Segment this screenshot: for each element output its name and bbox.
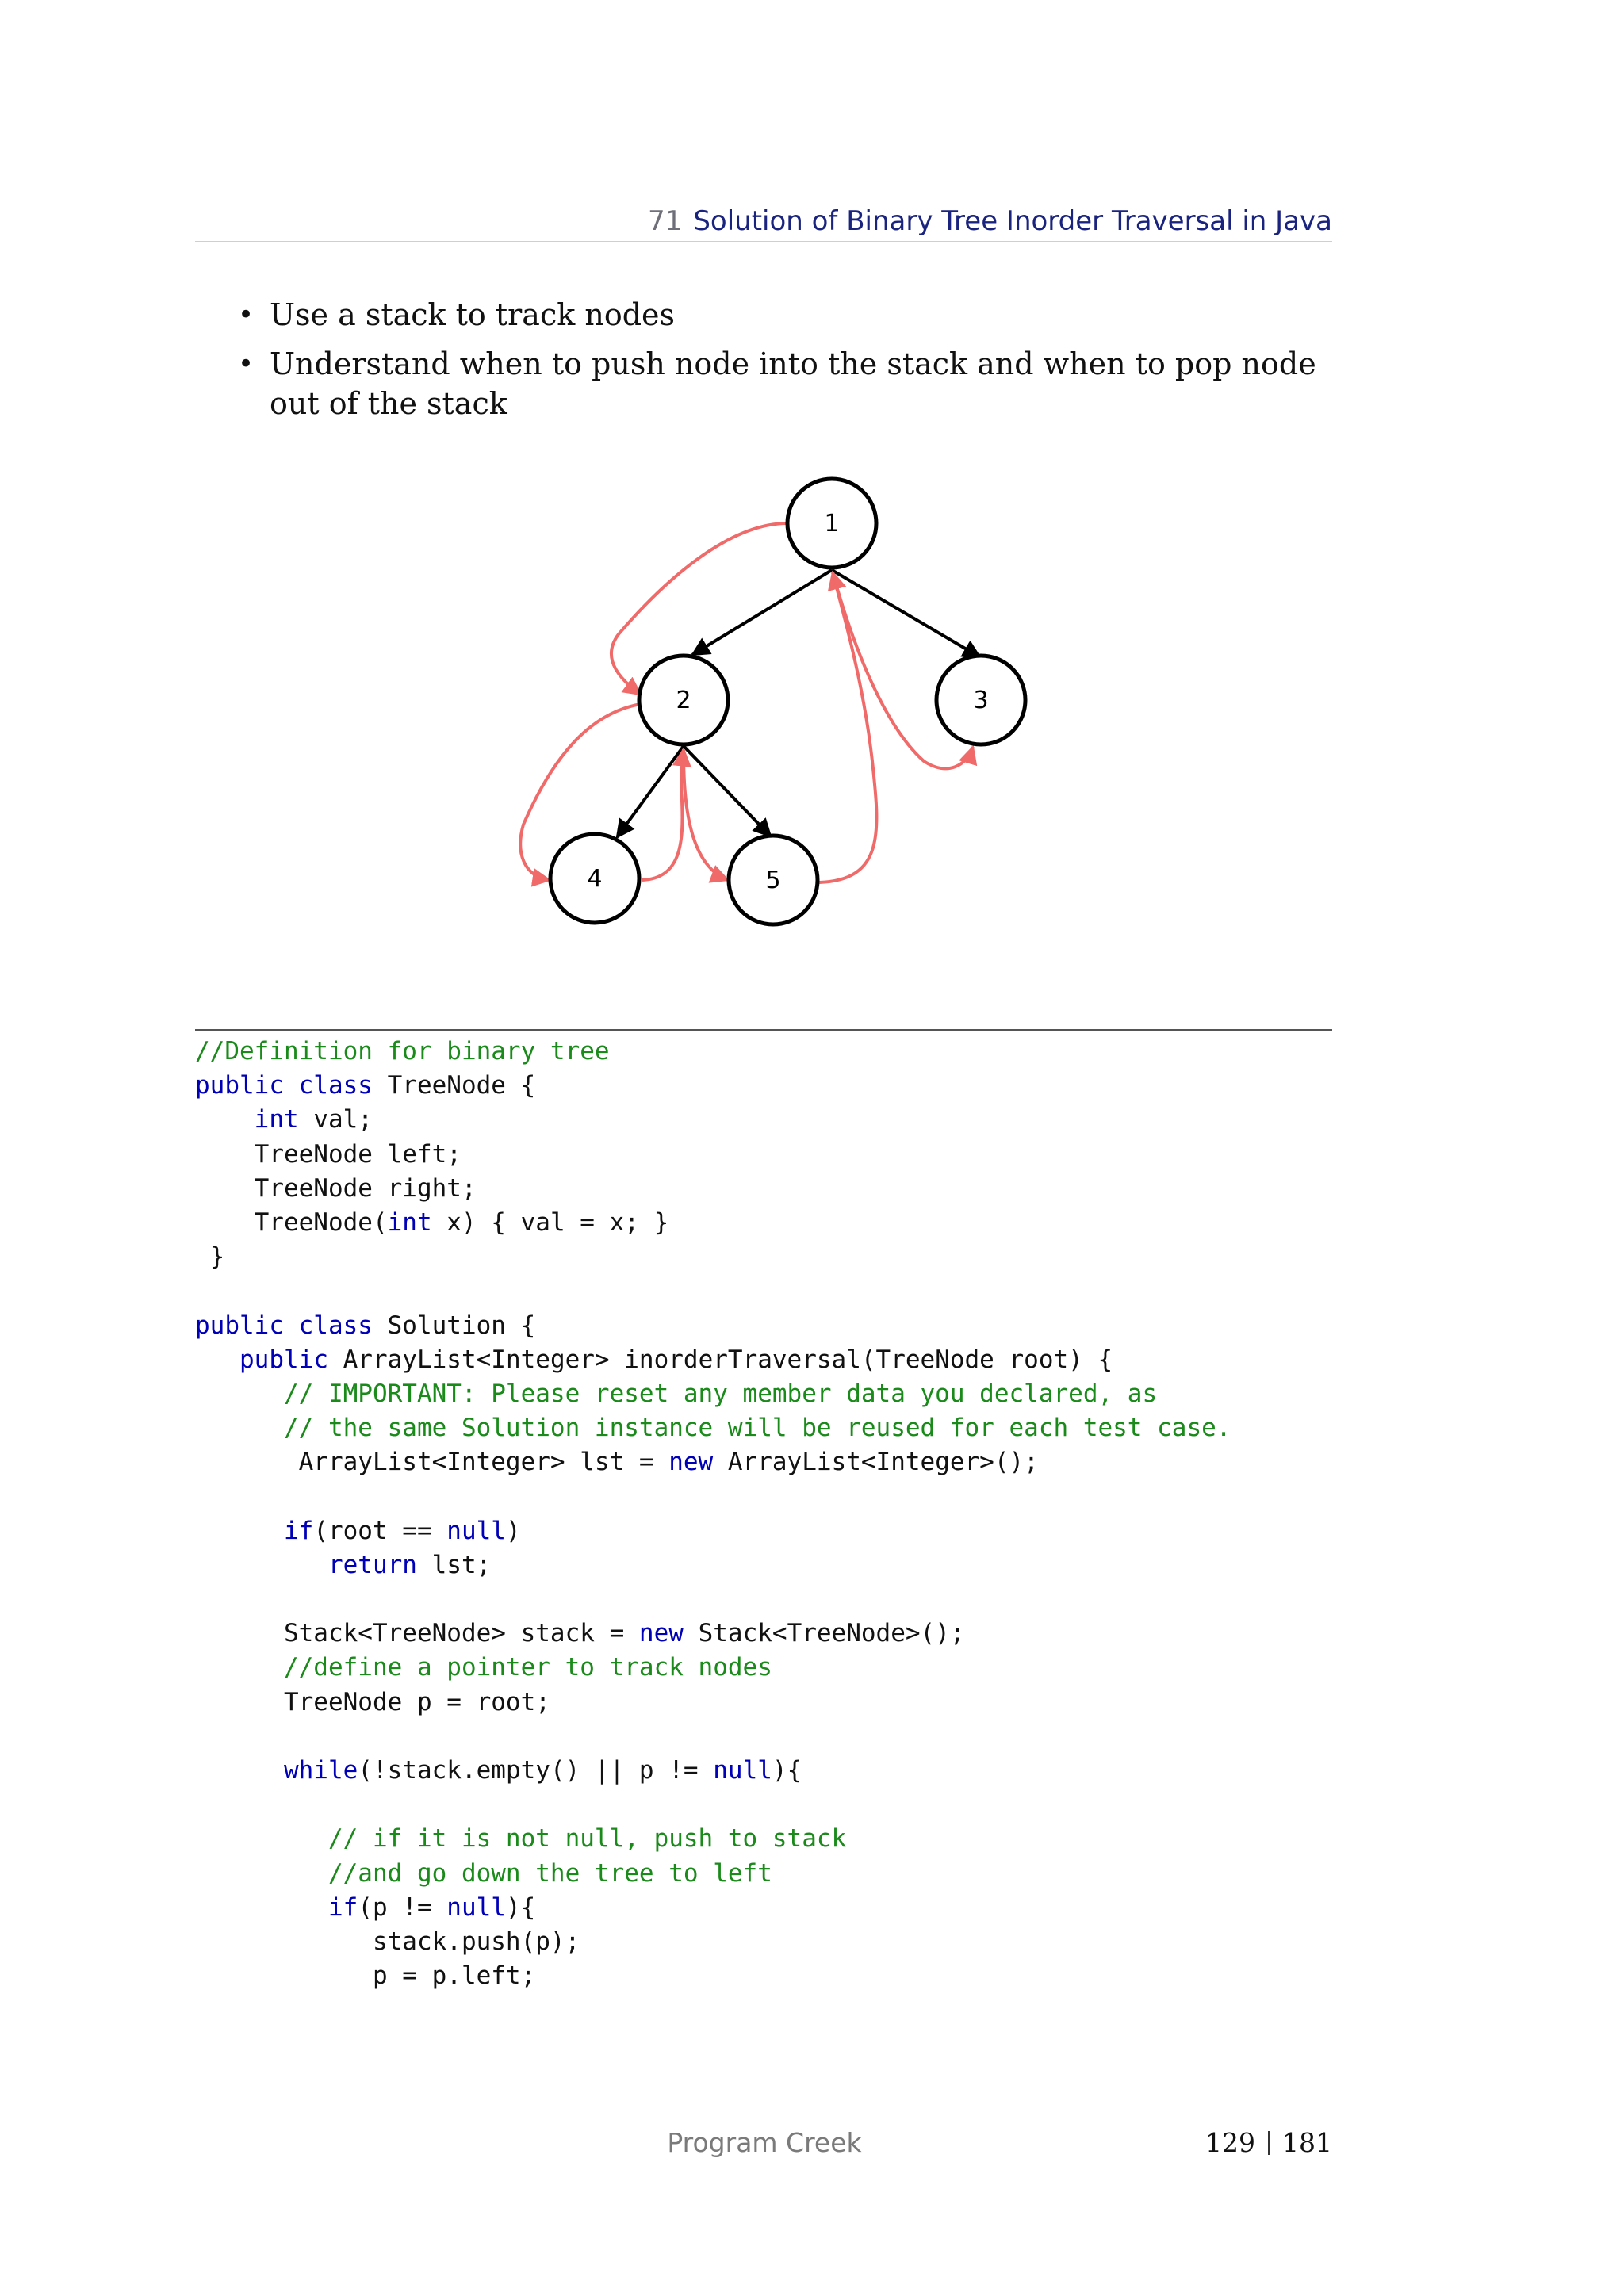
chapter-title-link[interactable]: Solution of Binary Tree Inorder Traversal in Java (693, 205, 1332, 237)
code-line (195, 1925, 1332, 1959)
code-comment: //and go down the tree to left (195, 1858, 772, 1888)
code-line (195, 1514, 1332, 1548)
code-keyword: int (254, 1105, 299, 1135)
code-text: (root == (313, 1516, 447, 1545)
code-keyword: null (713, 1755, 772, 1785)
bullet-icon: • (238, 348, 255, 380)
tree-edge-2-4 (617, 746, 684, 837)
code-text: val; (298, 1105, 373, 1135)
tree-node-3 (936, 656, 1025, 744)
code-text: lst; (416, 1550, 492, 1579)
bullet-icon: • (238, 299, 255, 331)
node-label: 5 (765, 867, 781, 894)
code-line (195, 1479, 1332, 1513)
tree-node-5 (729, 836, 818, 924)
code-text: (!stack.empty() || p != (358, 1755, 714, 1785)
code-keyword: null (446, 1892, 506, 1922)
code-line (195, 1035, 1332, 1069)
code-keyword: new (668, 1448, 714, 1477)
code-comment: //Definition for binary tree (195, 1037, 610, 1066)
node-label: 2 (676, 687, 691, 714)
bullet-item (238, 295, 1332, 335)
bullet-text: Use a stack to track nodes (270, 297, 676, 332)
code-text (195, 1517, 284, 1545)
code-text: TreeNode( (195, 1207, 388, 1237)
code-text: p = p.left; (195, 1961, 536, 1991)
node-label: 1 (824, 510, 840, 538)
tree-edge-1-2 (692, 570, 832, 655)
code-text: TreeNode p = root; (195, 1687, 550, 1716)
code-text: x) { val = x; } (431, 1207, 669, 1237)
code-line (195, 1377, 1332, 1411)
tree-node-2 (639, 656, 728, 744)
page-number (1205, 2125, 1332, 2161)
code-keyword: new (638, 1619, 684, 1648)
code-line (195, 1240, 1332, 1274)
code-text: ) (505, 1516, 521, 1545)
code-keyword: int (387, 1207, 432, 1237)
code-text: Stack<TreeNode> stack = (195, 1619, 639, 1648)
code-line (195, 1274, 1332, 1308)
page-separator (1268, 2131, 1270, 2155)
code-comment: // IMPORTANT: Please reset any member data you declared, as (195, 1379, 1158, 1408)
code-line (195, 1548, 1332, 1582)
page-current: 129 (1205, 2127, 1255, 2158)
code-line (195, 1788, 1332, 1822)
code-text: ArrayList<Integer> lst = (195, 1448, 669, 1477)
code-line (195, 1822, 1332, 1856)
bullet-list (238, 295, 1332, 433)
code-line (195, 1686, 1332, 1720)
code-keyword: public class (195, 1311, 373, 1340)
node-label: 4 (587, 865, 603, 893)
code-text (195, 1756, 284, 1785)
code-text: ArrayList<Integer> inorderTraversal(TreeNode root) { (327, 1345, 1113, 1374)
binary-tree-diagram (476, 452, 1078, 943)
tree-edge-2-5 (684, 746, 771, 836)
code-text: TreeNode { (372, 1071, 536, 1100)
code-line (195, 1103, 1332, 1137)
code-text (195, 1551, 328, 1579)
running-header (195, 203, 1332, 239)
code-line (195, 1343, 1332, 1377)
code-text: TreeNode right; (195, 1173, 477, 1203)
code-text (195, 1105, 255, 1134)
code-text (195, 1893, 328, 1922)
code-text: Stack<TreeNode>(); (683, 1619, 965, 1648)
code-block-divider (195, 1029, 1332, 1031)
code-line (195, 1720, 1332, 1754)
code-comment: //define a pointer to track nodes (195, 1653, 772, 1682)
tree-node-1 (787, 479, 876, 568)
code-line (195, 1309, 1332, 1343)
traversal-arrow-4-to-2 (642, 749, 684, 880)
code-keyword: return (327, 1550, 417, 1579)
code-text: ){ (772, 1755, 802, 1785)
page-total: 181 (1282, 2127, 1332, 2158)
code-keyword: while (283, 1755, 358, 1785)
code-keyword: if (283, 1516, 314, 1545)
code-line (195, 1582, 1332, 1617)
code-line (195, 1138, 1332, 1172)
code-text: stack.push(p); (195, 1927, 580, 1956)
code-text: } (195, 1242, 225, 1272)
code-text: ){ (505, 1892, 536, 1922)
code-keyword: null (446, 1516, 506, 1545)
code-text (195, 1345, 239, 1374)
chapter-number: 71 (648, 205, 683, 237)
code-text: TreeNode left; (195, 1139, 462, 1169)
code-keyword: public class (195, 1071, 373, 1100)
code-line (195, 1617, 1332, 1651)
code-comment: // the same Solution instance will be reused for each test case. (195, 1414, 1231, 1443)
code-keyword: public (239, 1345, 328, 1374)
code-comment: // if it is not null, push to stack (195, 1824, 847, 1854)
code-text: (p != (358, 1892, 447, 1922)
code-line (195, 1651, 1332, 1685)
footer-site-name: Program Creek (667, 2127, 862, 2158)
code-text: Solution { (372, 1311, 536, 1340)
code-text: ArrayList<Integer>(); (713, 1448, 1039, 1477)
java-code-block (195, 1035, 1332, 1993)
code-line (195, 1069, 1332, 1103)
code-line (195, 1172, 1332, 1206)
node-label: 3 (973, 687, 989, 714)
code-line (195, 1754, 1332, 1788)
header-divider (195, 241, 1332, 242)
code-line (195, 1411, 1332, 1445)
bullet-item (238, 344, 1332, 423)
code-line (195, 1445, 1332, 1479)
bullet-text: Understand when to push node into the stack and when to pop node out of the stack (270, 346, 1316, 421)
code-line (195, 1891, 1332, 1925)
tree-node-4 (550, 834, 639, 923)
code-line (195, 1206, 1332, 1240)
code-line (195, 1959, 1332, 1993)
code-keyword: if (327, 1892, 358, 1922)
code-line (195, 1857, 1332, 1891)
